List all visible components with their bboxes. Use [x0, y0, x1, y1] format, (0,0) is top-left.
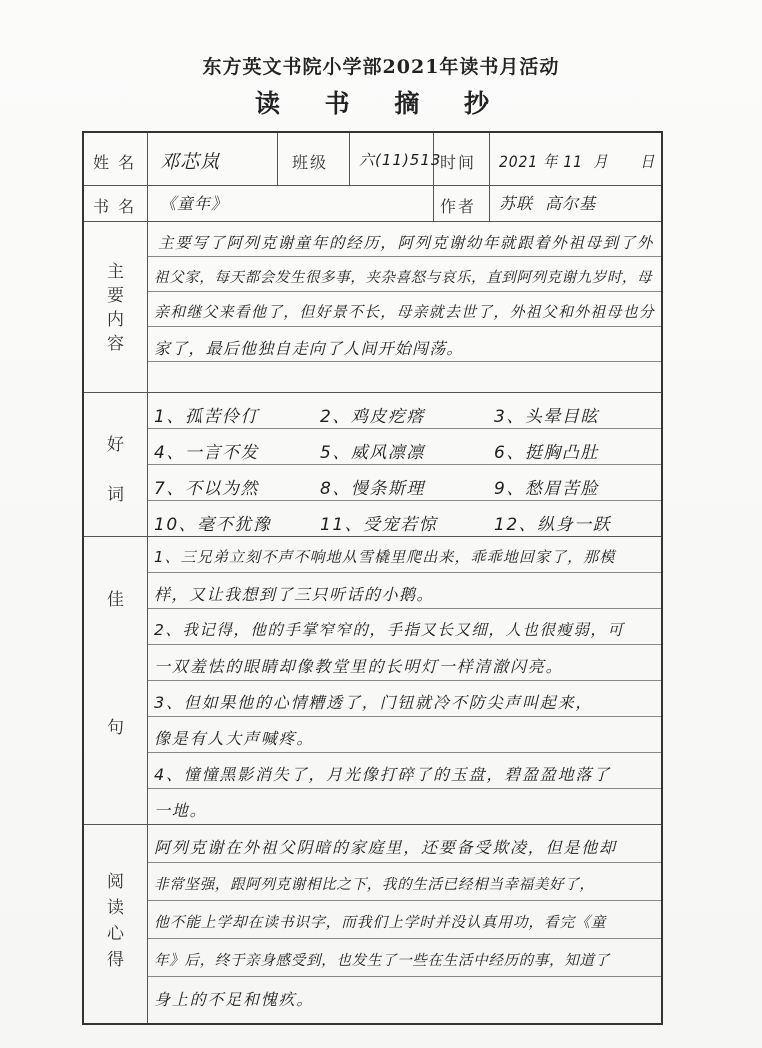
ruled-line: [147, 938, 661, 939]
good-word: 2、鸡皮疙瘩: [320, 407, 425, 427]
reflection-line: 身上的不足和愧疚。: [154, 990, 315, 1009]
reflection-line: 他不能上学却在读书识字，而我们上学时并没认真用功，看完《童: [154, 914, 607, 931]
good-word: 11、受宠若惊: [320, 515, 438, 535]
summary-label-char: 内: [107, 310, 124, 330]
sentences-label-char: 句: [107, 718, 124, 738]
label-column-divider: [147, 133, 148, 1023]
reflection-line: 阿列克谢在外祖父阴暗的家庭里，还要备受欺凌，但是他却: [154, 838, 617, 857]
reflection-label-char: 得: [107, 950, 124, 970]
summary-line: 亲和继父来看他了，但好景不长，母亲就去世了，外祖父和外祖母也分: [154, 303, 655, 321]
ruled-line: [147, 862, 661, 863]
ruled-line: [147, 572, 661, 573]
sentence-line: 3、但如果他的心情糟透了，门钮就冷不防尖声叫起来，: [154, 693, 594, 712]
event-title: 东方英文书院小学部2021年读书月活动: [202, 56, 560, 78]
good-word: 1、孤苦伶仃: [154, 407, 259, 427]
ruled-line: [147, 326, 661, 327]
ruled-line: [147, 976, 661, 977]
section-divider: [84, 392, 661, 393]
column-divider: [489, 133, 490, 221]
sentence-line: 一地。: [154, 801, 208, 820]
reflection-label-char: 心: [107, 924, 124, 944]
good-word: 10、毫不犹豫: [154, 515, 272, 535]
good-word: 8、慢条斯理: [320, 479, 425, 499]
good-word: 5、威风凛凛: [320, 443, 425, 463]
section-divider: [84, 824, 661, 825]
sentence-line: 1、三兄弟立刻不声不响地从雪橇里爬出来，乖乖地回家了，那模: [154, 548, 616, 566]
sentence-line: 像是有人大声喊疼。: [154, 729, 315, 748]
column-divider: [277, 133, 278, 185]
good-word: 9、愁眉苦脸: [494, 479, 599, 499]
good-words-label-char: 好: [107, 435, 124, 455]
summary-line: 主要写了阿列克谢童年的经历，阿列克谢幼年就跟着外祖母到了外: [158, 234, 654, 252]
summary-line: 祖父家，每天都会发生很多事，夹杂喜怒与哀乐，直到阿列克谢九岁时，母: [154, 269, 653, 286]
ruled-line: [147, 361, 661, 362]
row-divider: [84, 221, 661, 222]
good-word: 6、挺胸凸肚: [494, 443, 599, 463]
ruled-line: [147, 256, 661, 257]
good-word: 12、纵身一跃: [494, 515, 612, 535]
reflection-line: 非常坚强，跟阿列克谢相比之下，我的生活已经相当幸福美好了，: [154, 876, 595, 893]
class-label: 班级: [292, 153, 329, 172]
summary-line: 家了，最后他独自走向了人间开始闯荡。: [154, 339, 464, 358]
summary-label-char: 要: [107, 286, 124, 306]
ruled-line: [147, 716, 661, 717]
author-value: 苏联 高尔基: [499, 194, 597, 213]
ruled-line: [147, 464, 661, 465]
name-label: 姓 名: [93, 153, 137, 172]
sentence-line: 4、憧憧黑影消失了，月光像打碎了的玉盘，碧盈盈地落了: [154, 765, 611, 784]
summary-label-char: 容: [107, 334, 124, 354]
time-label: 时间: [440, 153, 477, 172]
sentence-line: 2、我记得，他的手掌窄窄的，手指又长又细，人也很瘦弱，可: [154, 621, 625, 639]
column-divider: [433, 133, 434, 221]
reflection-label-char: 读: [107, 898, 124, 918]
ruled-line: [147, 788, 661, 789]
ruled-line: [147, 500, 661, 501]
book-label: 书 名: [93, 197, 137, 216]
summary-label-char: 主: [107, 262, 124, 282]
ruled-line: [147, 644, 661, 645]
form-title: 读 书 摘 抄: [254, 89, 508, 118]
book-value: 《童年》: [160, 194, 229, 213]
sentence-line: 一双羞怯的眼睛却像教堂里的长明灯一样清澈闪亮。: [154, 657, 564, 676]
class-value: 六(11)513: [359, 151, 442, 169]
name-value: 邓芯岚: [160, 151, 221, 173]
good-word: 7、不以为然: [154, 479, 259, 499]
ruled-line: [147, 752, 661, 753]
ruled-line: [147, 428, 661, 429]
row-divider: [84, 185, 661, 186]
ruled-line: [147, 900, 661, 901]
ruled-line: [147, 608, 661, 609]
ruled-line: [147, 291, 661, 292]
good-word: 3、头晕目眩: [494, 407, 599, 427]
good-words-label-char: 词: [107, 485, 124, 505]
good-word: 4、一言不发: [154, 443, 259, 463]
section-divider: [84, 536, 661, 537]
column-divider: [349, 133, 350, 185]
reading-excerpt-form: [82, 131, 663, 1025]
time-value: 2021 年 11 月 日: [499, 152, 656, 171]
reflection-line: 年》后，终于亲身感受到，也发生了一些在生活中经历的事，知道了: [154, 952, 610, 969]
sentence-line: 样，又让我想到了三只听话的小鹅。: [154, 585, 435, 604]
sentences-label-char: 佳: [107, 590, 124, 610]
ruled-line: [147, 680, 661, 681]
author-label: 作者: [440, 197, 477, 216]
reflection-label-char: 阅: [107, 872, 124, 892]
